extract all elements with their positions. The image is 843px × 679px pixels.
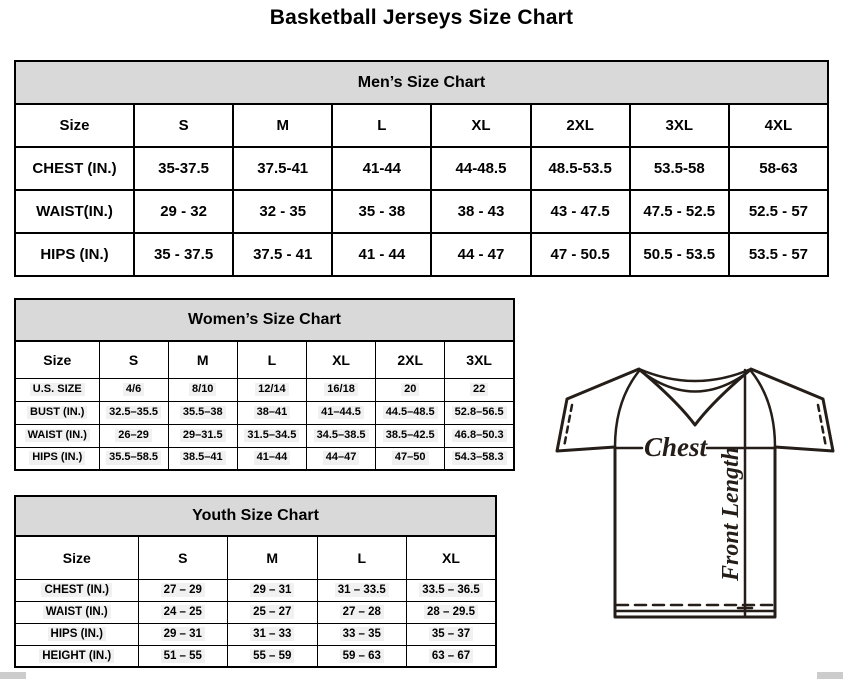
- size-cell: [99, 378, 168, 401]
- armhole-seam-right: [751, 371, 775, 447]
- size-cell-value: 31 – 33.5: [335, 583, 389, 597]
- size-cell: [168, 401, 237, 424]
- mens-col-header-s: S: [134, 104, 233, 147]
- size-cell: [134, 190, 233, 233]
- size-cell-value: 20: [401, 383, 419, 397]
- size-cell: [317, 601, 407, 623]
- chest-label: Chest: [644, 432, 708, 462]
- row-label: [15, 579, 138, 601]
- mens-row-waist-in-: [15, 190, 828, 233]
- youth-row-height-in-: [15, 645, 496, 667]
- size-cell-value: 35 – 37: [429, 627, 473, 641]
- size-cell: [376, 447, 445, 470]
- size-cell-value: 35.5–58.5: [106, 451, 161, 465]
- size-cell: [306, 378, 375, 401]
- size-cell: [531, 147, 630, 190]
- size-cell-value: 8/10: [189, 383, 216, 397]
- mens-col-header-3xl: 3XL: [630, 104, 729, 147]
- size-cell: [138, 645, 228, 667]
- size-cell: [376, 424, 445, 447]
- size-cell-value: 59 – 63: [340, 649, 384, 663]
- row-label: [15, 447, 99, 470]
- page-title: Basketball Jerseys Size Chart: [269, 6, 574, 29]
- row-label-text: CHEST (IN.): [41, 583, 112, 597]
- row-label: [15, 623, 138, 645]
- mens-row-hips-in-: [15, 233, 828, 276]
- row-label: [15, 424, 99, 447]
- size-cell: [134, 233, 233, 276]
- front-length-label: Front Length: [718, 446, 744, 581]
- size-cell: [233, 233, 332, 276]
- mens-col-header-2xl: 2XL: [531, 104, 630, 147]
- size-cell-value: 41-44: [362, 160, 402, 177]
- size-cell-value: 44-48.5: [455, 160, 507, 177]
- size-cell: [407, 645, 497, 667]
- size-cell-value: 38–41: [254, 406, 291, 420]
- jersey-outline: [557, 369, 833, 617]
- row-label: [15, 233, 134, 276]
- size-cell-value: 41 - 44: [358, 246, 406, 263]
- size-cell-value: 29 – 31: [250, 583, 294, 597]
- size-cell: [332, 147, 431, 190]
- size-cell-value: 31 – 33: [250, 627, 294, 641]
- mens-col-header-m: M: [233, 104, 332, 147]
- size-cell: [228, 645, 318, 667]
- size-cell: [332, 190, 431, 233]
- size-cell: [228, 579, 318, 601]
- size-cell-value: 35 - 38: [358, 203, 406, 220]
- size-cell: [317, 645, 407, 667]
- size-cell: [138, 623, 228, 645]
- size-cell-value: 33 – 35: [340, 627, 384, 641]
- size-cell: [729, 190, 828, 233]
- size-cell-value: 4/6: [123, 383, 144, 397]
- size-cell-value: 27 – 28: [340, 605, 384, 619]
- size-cell-value: 46.8–50.3: [452, 429, 507, 443]
- size-cell-value: 48.5-53.5: [548, 160, 612, 177]
- row-label: [15, 147, 134, 190]
- size-cell: [407, 623, 497, 645]
- size-cell-value: 29 – 31: [161, 627, 205, 641]
- size-cell: [233, 190, 332, 233]
- size-cell-value: 29–31.5: [180, 429, 226, 443]
- size-cell-value: 51 – 55: [161, 649, 205, 663]
- size-cell-value: 29 - 32: [160, 203, 207, 220]
- scrollbar-left-button[interactable]: [0, 672, 26, 679]
- size-cell-value: 24 – 25: [161, 605, 205, 619]
- size-cell-value: 31.5–34.5: [244, 429, 299, 443]
- size-cell-value: 38.5–41: [180, 451, 226, 465]
- size-cell: [729, 147, 828, 190]
- size-cell-value: 38.5–42.5: [383, 429, 438, 443]
- row-label-text: WAIST (IN.): [25, 429, 90, 443]
- size-cell: [228, 623, 318, 645]
- size-cell-value: 44–47: [323, 451, 360, 465]
- size-cell: [138, 579, 228, 601]
- size-cell-value: 58-63: [759, 160, 798, 177]
- size-cell-value: 22: [470, 383, 488, 397]
- mens-col-header-size: Size: [15, 104, 134, 147]
- size-cell: [168, 447, 237, 470]
- size-cell: [431, 190, 530, 233]
- size-cell: [407, 601, 497, 623]
- size-cell: [630, 147, 729, 190]
- womens-row-waist-in-: [15, 424, 514, 447]
- jersey-measurement-diagram: [555, 363, 843, 627]
- size-cell-value: 63 – 67: [429, 649, 473, 663]
- size-cell: [431, 233, 530, 276]
- size-cell: [630, 233, 729, 276]
- size-cell-value: 53.5 - 57: [748, 246, 809, 263]
- size-cell: [445, 378, 514, 401]
- size-cell-value: 38 - 43: [457, 203, 505, 220]
- size-cell: [376, 401, 445, 424]
- womens-row-bust-in-: [15, 401, 514, 424]
- size-cell-value: 43 - 47.5: [550, 203, 610, 220]
- row-label: [15, 401, 99, 424]
- row-label-text: WAIST (IN.): [43, 605, 111, 619]
- womens-size-table: [14, 298, 515, 471]
- size-cell: [306, 424, 375, 447]
- size-cell-value: 25 – 27: [250, 605, 294, 619]
- size-cell-value: 26–29: [115, 429, 152, 443]
- size-cell: [99, 401, 168, 424]
- size-cell-value: 55 – 59: [250, 649, 294, 663]
- size-cell-value: 52.8–56.5: [452, 406, 507, 420]
- size-cell: [332, 233, 431, 276]
- size-cell-value: 52.5 - 57: [748, 203, 809, 220]
- row-label-text: WAIST(IN.): [36, 203, 113, 220]
- youth-col-header-l: L: [317, 536, 407, 579]
- mens-col-header-l: L: [332, 104, 431, 147]
- size-cell-value: 37.5-41: [257, 160, 309, 177]
- youth-col-header-s: S: [138, 536, 228, 579]
- size-cell-value: 28 – 29.5: [424, 605, 478, 619]
- size-cell: [407, 579, 497, 601]
- youth-col-header-size: Size: [15, 536, 138, 579]
- womens-row-u-s-size: [15, 378, 514, 401]
- size-cell: [237, 401, 306, 424]
- size-cell-value: 32.5–35.5: [106, 406, 161, 420]
- row-label-text: HIPS (IN.): [29, 451, 85, 465]
- size-cell-value: 47 - 50.5: [550, 246, 610, 263]
- size-cell: [138, 601, 228, 623]
- size-cell: [445, 447, 514, 470]
- size-cell-value: 16/18: [324, 383, 358, 397]
- mens-col-header-xl: XL: [431, 104, 530, 147]
- size-cell-value: 12/14: [255, 383, 289, 397]
- row-label-text: U.S. SIZE: [30, 383, 85, 397]
- youth-size-table: [14, 495, 497, 668]
- mens-row-chest-in-: [15, 147, 828, 190]
- size-cell-value: 41–44: [254, 451, 291, 465]
- size-cell: [376, 378, 445, 401]
- size-cell: [168, 378, 237, 401]
- womens-col-header-l: L: [237, 341, 306, 378]
- row-label: [15, 378, 99, 401]
- youth-row-waist-in-: [15, 601, 496, 623]
- size-cell: [445, 401, 514, 424]
- size-cell: [317, 579, 407, 601]
- row-label-text: HIPS (IN.): [40, 246, 109, 263]
- size-cell-value: 32 - 35: [259, 203, 307, 220]
- row-label-text: HEIGHT (IN.): [39, 649, 114, 663]
- size-cell: [134, 147, 233, 190]
- v-neck-line: [640, 370, 750, 425]
- collar-band-outer: [639, 369, 751, 381]
- armhole-seam-left: [615, 371, 639, 447]
- size-cell-value: 35-37.5: [158, 160, 209, 177]
- youth-title: Youth Size Chart: [15, 496, 496, 536]
- youth-col-header-xl: XL: [407, 536, 497, 579]
- size-cell: [729, 233, 828, 276]
- size-cell: [531, 233, 630, 276]
- size-cell-value: 53.5-58: [653, 160, 705, 177]
- size-cell: [237, 424, 306, 447]
- womens-title: Women’s Size Chart: [15, 299, 514, 341]
- row-label-text: HIPS (IN.): [48, 627, 106, 641]
- size-cell-value: 44 - 47: [457, 246, 505, 263]
- row-label: [15, 601, 138, 623]
- size-cell-value: 27 – 29: [161, 583, 205, 597]
- size-cell-value: 34.5–38.5: [314, 429, 369, 443]
- size-cell: [228, 601, 318, 623]
- size-cell-value: 35.5–38: [180, 406, 226, 420]
- size-cell: [306, 401, 375, 424]
- size-cell-value: 50.5 - 53.5: [643, 246, 716, 263]
- row-label-text: BUST (IN.): [27, 406, 87, 420]
- mens-size-table: [14, 60, 829, 277]
- jersey-icon: [555, 363, 843, 627]
- size-cell-value: 35 - 37.5: [153, 246, 214, 263]
- mens-col-header-4xl: 4XL: [729, 104, 828, 147]
- womens-col-header-3xl: 3XL: [445, 341, 514, 378]
- size-cell-value: 47.5 - 52.5: [643, 203, 716, 220]
- womens-col-header-m: M: [168, 341, 237, 378]
- size-cell: [306, 447, 375, 470]
- youth-col-header-m: M: [228, 536, 318, 579]
- womens-col-header-s: S: [99, 341, 168, 378]
- womens-row-hips-in-: [15, 447, 514, 470]
- mens-title: Men’s Size Chart: [15, 61, 828, 104]
- size-cell: [630, 190, 729, 233]
- size-cell-value: 44.5–48.5: [383, 406, 438, 420]
- size-cell: [99, 424, 168, 447]
- size-cell: [237, 447, 306, 470]
- size-cell: [233, 147, 332, 190]
- scrollbar-right-button[interactable]: [817, 672, 843, 679]
- size-cell-value: 37.5 - 41: [253, 246, 313, 263]
- womens-col-header-xl: XL: [306, 341, 375, 378]
- womens-col-header-2xl: 2XL: [376, 341, 445, 378]
- size-cell: [237, 378, 306, 401]
- youth-row-hips-in-: [15, 623, 496, 645]
- size-cell: [168, 424, 237, 447]
- row-label: [15, 645, 138, 667]
- size-cell-value: 47–50: [392, 451, 429, 465]
- row-label-text: CHEST (IN.): [32, 160, 117, 177]
- youth-row-chest-in-: [15, 579, 496, 601]
- size-cell-value: 33.5 – 36.5: [419, 583, 483, 597]
- womens-col-header-size: Size: [15, 341, 99, 378]
- size-cell-value: 41–44.5: [318, 406, 364, 420]
- size-cell: [99, 447, 168, 470]
- row-label: [15, 190, 134, 233]
- size-cell: [531, 190, 630, 233]
- size-cell: [445, 424, 514, 447]
- size-cell-value: 54.3–58.3: [452, 451, 507, 465]
- size-cell: [317, 623, 407, 645]
- size-cell: [431, 147, 530, 190]
